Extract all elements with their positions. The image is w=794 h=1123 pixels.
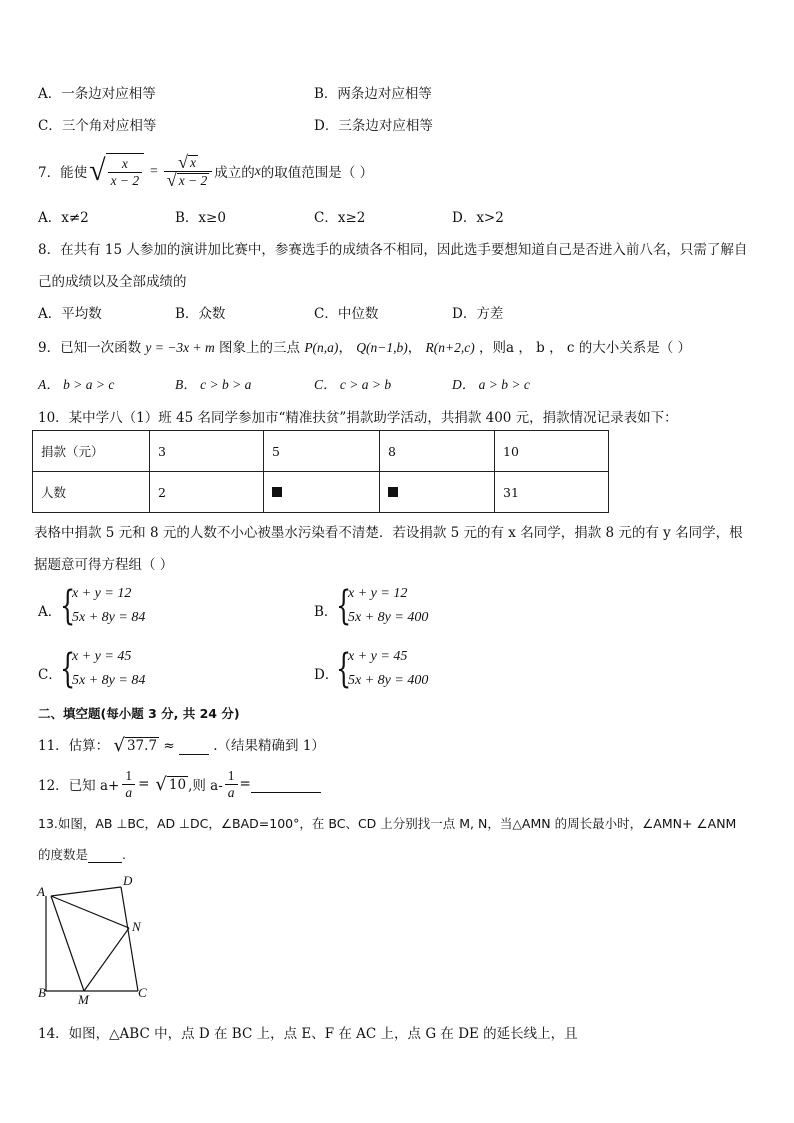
- q10-line1: 10．某中学八（1）班 45 名同学参加市“精准扶贫”捐款助学活动，共捐款 400 元，捐款情况记录表如下：: [38, 410, 678, 426]
- q6-option-c: C．三个角对应相等: [38, 118, 157, 134]
- q6-option-d: D．三条边对应相等: [314, 118, 433, 134]
- q8-option-c: C．中位数: [314, 306, 379, 322]
- equation: x + y = 12: [348, 586, 408, 601]
- fraction-denominator: a: [125, 784, 133, 800]
- q9-stem: 9．已知一次函数 y = −3x + m 图象上的三点 P(n,a)， Q(n−1,b)， R(n+2,c) ，则a ， b ， c 的大小关系是（ ）: [38, 340, 692, 356]
- point-label-n: N: [132, 919, 141, 934]
- equation: 5x + 8y = 84: [72, 673, 146, 688]
- q7-var: x: [254, 163, 261, 178]
- segment-mn: [84, 928, 129, 991]
- q9-point-q: Q(n−1,b): [356, 340, 408, 355]
- q10-option-a-label: A．: [38, 604, 62, 620]
- table-cell: 捐款（元）: [33, 431, 150, 472]
- q12-fraction: [122, 768, 135, 801]
- q12-prefix: 12．已知 a+: [38, 778, 120, 794]
- q7-prefix: 7．能使: [38, 165, 88, 181]
- q12-eq: =: [138, 776, 150, 792]
- q7-tail: 的取值范围是（ ）: [260, 165, 374, 181]
- q9-function: y = −3x + m: [145, 340, 215, 355]
- q11-stem: [38, 734, 325, 756]
- q11-radicand: 37.7: [126, 738, 158, 754]
- q9-point-p: P(n,a): [304, 340, 339, 355]
- q10-option-d-label: D．: [314, 667, 339, 683]
- donation-table: [32, 430, 609, 513]
- q11-approx: ≈: [163, 738, 175, 754]
- q10-line3: 据题意可得方程组（ ）: [34, 557, 174, 573]
- ink-blot-icon: [272, 487, 282, 497]
- q12-stem: [38, 766, 321, 802]
- table-cell: 31: [495, 472, 609, 513]
- brace-icon: {: [336, 583, 352, 629]
- q9-mid: 图象上的三点: [219, 340, 301, 356]
- q11-prefix: 11．估算：: [38, 738, 110, 754]
- q9-option-b: B． c > b > a: [175, 377, 252, 392]
- table-cell: 3: [150, 431, 264, 472]
- q6-option-b: B．两条边对应相等: [314, 86, 432, 102]
- q7-stem: [38, 146, 373, 196]
- point-label-c: C: [138, 985, 147, 1000]
- q9-prefix: 9．已知一次函数: [38, 340, 142, 356]
- q8-option-b: B．众数: [175, 306, 226, 322]
- q8-line1: 8．在共有 15 人参加的演讲加比赛中，参赛选手的成绩各不相同，因此选手要想知道自己是否进入前八名，只需了解自: [38, 242, 748, 258]
- answer-blank: [251, 776, 321, 793]
- q13-line1: 13.如图，AB ⊥BC，AD ⊥DC，∠BAD=100°，在 BC、CD 上分别找一点 M, N，当△AMN 的周长最小时，∠AMN+ ∠ANM: [38, 816, 737, 831]
- table-row: [33, 431, 609, 472]
- q9-tail: ，则a ， b ， c 的大小关系是（ ）: [479, 340, 692, 356]
- fraction-numerator: 1: [225, 768, 238, 785]
- section-heading: 二、填空题(每小题 3 分, 共 24 分): [38, 706, 240, 721]
- q10-option-b-label: B．: [314, 604, 338, 620]
- equation: 5x + 8y = 400: [348, 610, 429, 625]
- table-cell: 10: [495, 431, 609, 472]
- q7-equation: √ $\frac{x}{x - 2}$ = $\frac{√ x}{√ x - 2}$: [89, 153, 212, 189]
- table-cell: 8: [380, 431, 495, 472]
- q10-option-b-system: [336, 584, 496, 632]
- q13-tail: .: [122, 847, 126, 862]
- point-label-a: A: [37, 884, 45, 899]
- q7-option-d: D．x>2: [452, 210, 504, 226]
- equation: x + y = 12: [72, 586, 132, 601]
- q10-option-c-system: [60, 647, 220, 695]
- equation: 5x + 8y = 84: [72, 610, 146, 625]
- q7-option-b: B．x≥0: [175, 210, 226, 226]
- sqrt-icon: √: [155, 773, 167, 795]
- q8-option-d: D．方差: [452, 306, 504, 322]
- table-cell: 人数: [33, 472, 150, 513]
- equation: x + y = 45: [348, 649, 408, 664]
- q13-line2: [38, 845, 126, 863]
- point-label-d: D: [123, 874, 133, 888]
- answer-blank: [179, 738, 209, 755]
- equation: 5x + 8y = 400: [348, 673, 429, 688]
- brace-icon: {: [336, 646, 352, 692]
- q8-option-a: A．平均数: [38, 306, 102, 322]
- q9-option-c: C． c > a > b: [314, 377, 392, 392]
- q12-eq2: =: [239, 776, 251, 792]
- table-cell-ink-blot: [264, 472, 380, 513]
- table-cell-ink-blot: [380, 472, 495, 513]
- q7-suffix: 成立的: [214, 165, 255, 181]
- answer-blank: [88, 847, 122, 863]
- q10-option-a-system: [60, 584, 220, 632]
- fraction-numerator: 1: [122, 768, 135, 785]
- q10-line2: 表格中捐款 5 元和 8 元的人数不小心被墨水污染看不清楚．若设捐款 5 元的有 x 名同学，捐款 8 元的有 y 名同学，根: [34, 525, 743, 541]
- q11-tail: .（结果精确到 1）: [213, 738, 325, 754]
- table-row: [33, 472, 609, 513]
- q13-figure: [32, 874, 152, 1006]
- segment-dc: [121, 887, 138, 991]
- segment-ad: [51, 887, 121, 896]
- segment-am: [51, 896, 84, 991]
- q12-radicand: 10: [168, 776, 187, 793]
- q8-line2: 己的成绩以及全部成绩的: [38, 274, 187, 290]
- table-cell: 5: [264, 431, 380, 472]
- q12-fraction-2: [225, 768, 238, 801]
- point-label-b: B: [38, 985, 46, 1000]
- q10-option-d-system: [336, 647, 496, 695]
- sqrt-icon: √: [113, 735, 125, 756]
- brace-icon: {: [60, 646, 76, 692]
- point-label-m: M: [78, 992, 89, 1006]
- q13-line2-text: 的度数是: [38, 847, 89, 862]
- brace-icon: {: [60, 583, 76, 629]
- q9-point-r: R(n+2,c): [425, 340, 475, 355]
- q6-option-a: A．一条边对应相等: [38, 86, 156, 102]
- q12-mid: ,则 a-: [188, 778, 223, 794]
- q14-line1: 14．如图，△ABC 中，点 D 在 BC 上，点 E、F 在 AC 上，点 G 在 DE 的延长线上，且: [38, 1026, 578, 1042]
- q7-option-c: C．x≥2: [314, 210, 366, 226]
- q9-option-a: A． b > a > c: [38, 377, 115, 392]
- equation: x + y = 45: [72, 649, 132, 664]
- segment-an: [51, 896, 129, 928]
- ink-blot-icon: [388, 487, 398, 497]
- q10-option-c-label: C．: [38, 667, 62, 683]
- table-cell: 2: [150, 472, 264, 513]
- q7-option-a: A．x≠2: [38, 210, 89, 226]
- q9-option-d: D． a > b > c: [452, 377, 530, 392]
- fraction-denominator: a: [227, 784, 235, 800]
